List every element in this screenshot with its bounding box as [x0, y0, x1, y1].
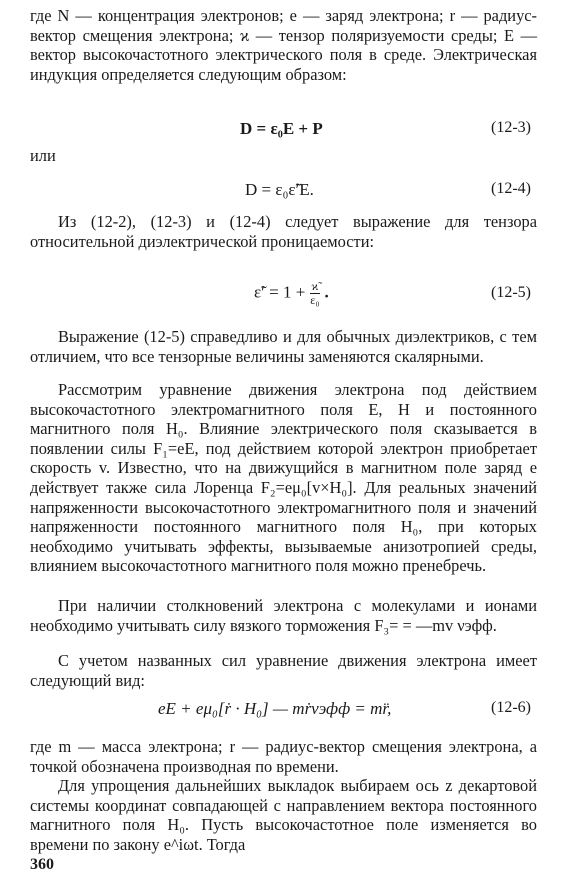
paragraph-collisions: При наличии столкновений электрона с молекулами и ионами необходимо учитывать силу вязкого торможения F₃= = —mv νэфф. [30, 596, 537, 635]
equation-12-4-number: (12-4) [491, 180, 531, 197]
paragraph-forces: С учетом названных сил уравнение движения электрона имеет следующий вид: [30, 651, 537, 690]
equation-12-3 [30, 119, 537, 143]
paragraph-motion-equation: Рассмотрим уравнение движения электрона под действием высокочастотного электромагнитного поля E, H и постоянного магнитного поля H₀. Влияние электрического поля сказывается в появлении силы F₁=eE, под действием которой электрон приобретает скорость v. Известно, что на движущийся в магнитном поле заряд e действует также сила Лоренца F₂=eμ₀[v×H₀]. Для реальных значений напряженности высокочастотного электромагнитного поля и значений напряженности постоянного магнитного поля H₀, при которых необходимо учитывать эффекты, вызываемые анизотропией среды, влиянием высокочастотного магнитного поля можно пренебречь. [30, 380, 537, 576]
equation-12-5 [30, 276, 537, 310]
paragraph-coordinate-system: Для упрощения дальнейших выкладок выбираем ось z декартовой системы координат совпадающей с направлением вектора постоянного магнитного поля H₀. Пусть высокочастотное поле изменяется во времени по закону e^iωt. Тогда [30, 776, 537, 854]
equation-12-5-formula [254, 280, 329, 307]
equation-12-3-number: (12-3) [491, 119, 531, 136]
word-or: или [30, 146, 56, 165]
paragraph-tensor-expression: Из (12-2), (12-3) и (12-4) следует выражение для тензора относительной диэлектрической проницаемости: [30, 212, 537, 251]
equation-12-6 [30, 699, 537, 723]
equation-12-3-formula: D = ε₀E + P [240, 119, 323, 138]
page-number: 360 [30, 856, 54, 873]
equation-12-4-formula: D = ε₀ε̃′E. [245, 180, 314, 199]
equation-12-5-lhs: ε̃′ = 1 + [254, 282, 306, 302]
equation-12-6-number: (12-6) [491, 699, 531, 716]
equation-12-4 [30, 180, 537, 204]
paragraph-dielectrics: Выражение (12-5) справедливо и для обычных диэлектриков, с тем отличием, что все тензорные величины заменяются скалярными. [30, 327, 537, 366]
equation-12-5-numerator: ϰ̃ [311, 279, 319, 293]
equation-12-5-fraction [310, 280, 321, 307]
paragraph-mass-definition: где m — масса электрона; r — радиус-вектор смещения электрона, а точкой обозначена производная по времени. [30, 737, 537, 776]
equation-12-6-formula: eE + eμ₀[ṙ · H₀] — mṙνэфф = mr̈, [158, 699, 392, 718]
equation-12-5-tail: . [324, 282, 329, 302]
equation-12-5-denominator: ε₀ [310, 293, 320, 307]
equation-12-5-number: (12-5) [491, 284, 531, 301]
paragraph-definitions: где N — концентрация электронов; e — заряд электрона; r — радиус-вектор смещения электрона; ϰ — тензор поляризуемости среды; E — вектор высокочастотного электрического поля в среде. Электрическая индукция определяется следующим образом: [30, 6, 537, 84]
